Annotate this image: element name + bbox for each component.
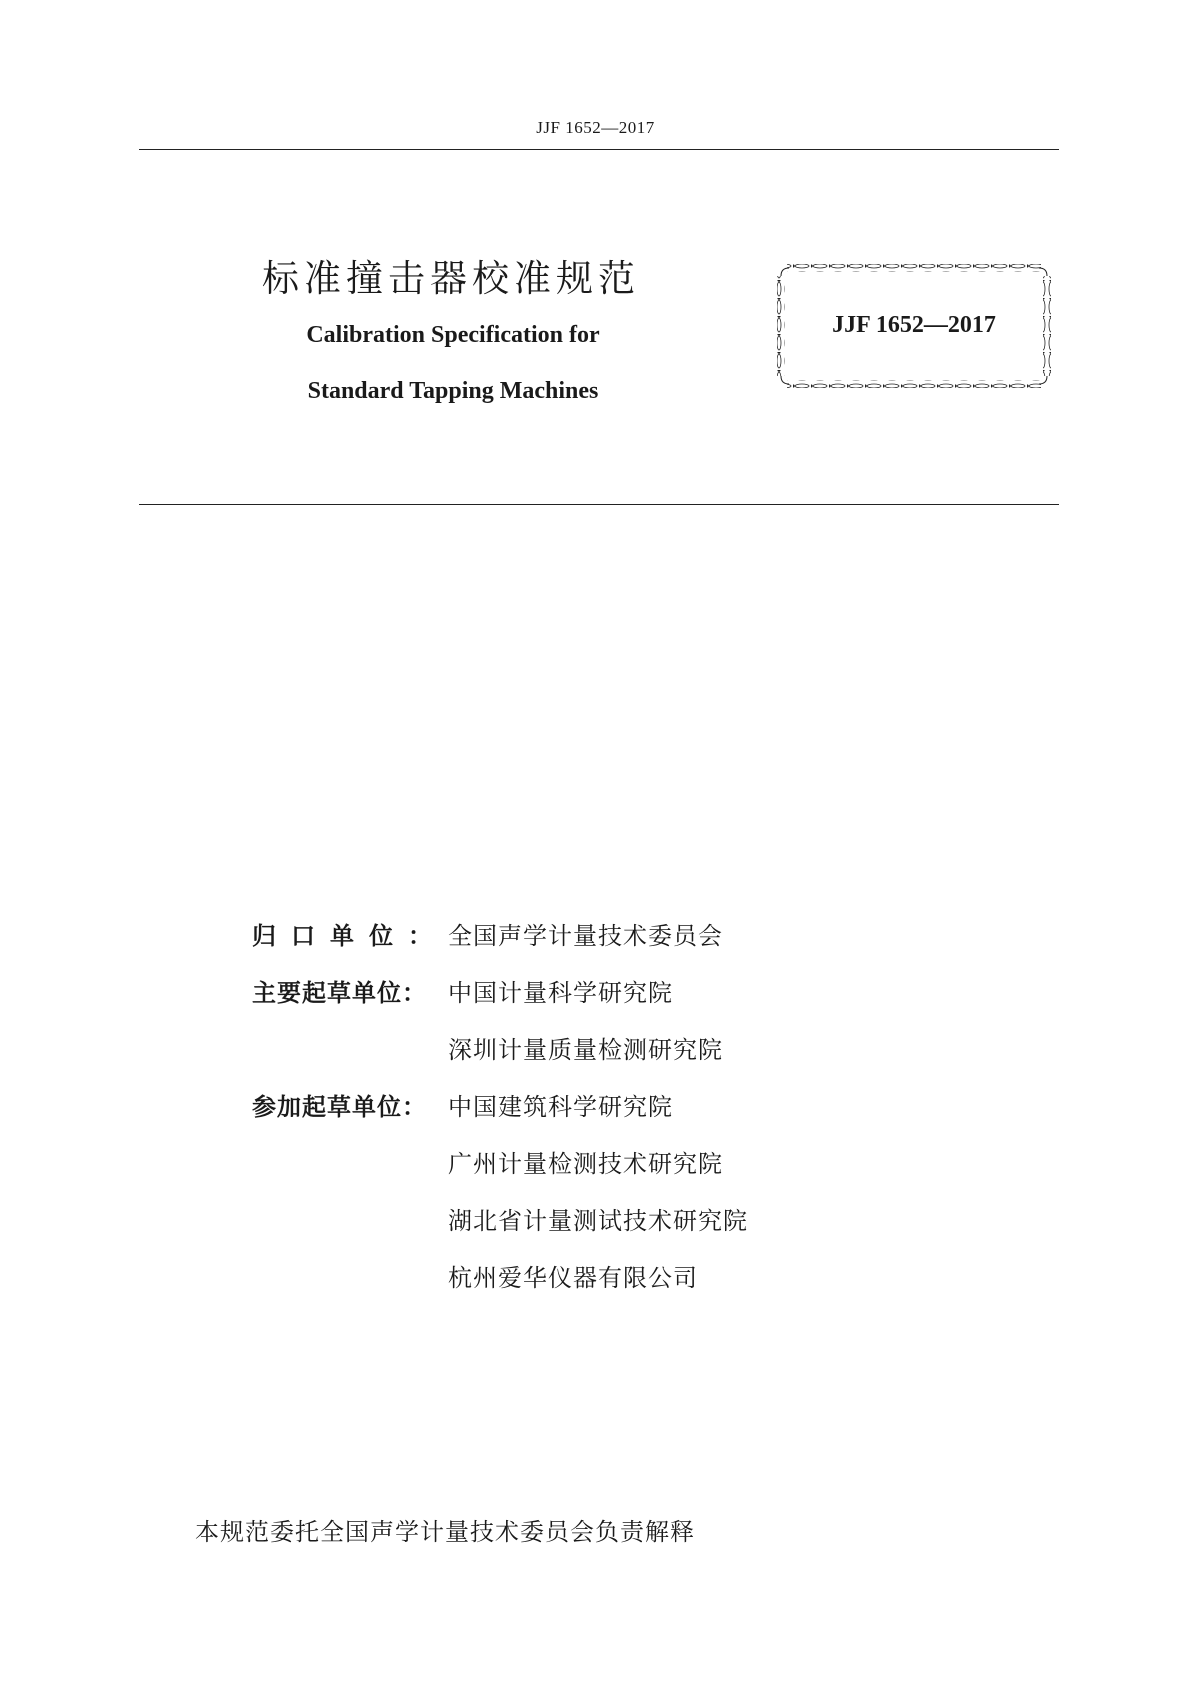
org-row-participating-cont-3 <box>252 1247 748 1304</box>
organizations-block <box>252 905 748 1304</box>
org-label-main-drafting: 主要起草单位： <box>252 979 427 1007</box>
org-value-participating-1: 中国建筑科学研究院 <box>448 1093 673 1121</box>
org-value-main-drafting-1: 中国计量科学研究院 <box>448 979 673 1007</box>
org-row-main-drafting <box>252 962 748 1019</box>
title-chinese: 标准撞击器校准规范 <box>262 257 640 300</box>
org-value-participating-4: 杭州爱华仪器有限公司 <box>448 1264 698 1292</box>
footer-note: 本规范委托全国声学计量技术委员会负责解释 <box>195 1518 695 1546</box>
bottom-rule <box>139 504 1059 505</box>
code-box <box>775 262 1053 390</box>
org-value-participating-2: 广州计量检测技术研究院 <box>448 1150 723 1178</box>
org-value-participating-3: 湖北省计量测试技术研究院 <box>448 1207 748 1235</box>
top-rule <box>139 149 1059 150</box>
org-row-main-drafting-cont <box>252 1019 748 1076</box>
org-row-participating-cont-2 <box>252 1190 748 1247</box>
title-english-line-2: Standard Tapping Machines <box>307 378 599 404</box>
org-label-participating: 参加起草单位： <box>252 1093 427 1121</box>
org-row-responsible <box>252 905 748 962</box>
code-box-text: JJF 1652—2017 <box>832 312 996 338</box>
org-value-main-drafting-2: 深圳计量质量检测研究院 <box>448 1036 723 1064</box>
org-label-responsible: 归口单位： <box>252 922 447 950</box>
org-value-responsible: 全国声学计量技术委员会 <box>448 922 723 950</box>
running-header: JJF 1652—2017 <box>536 118 655 137</box>
org-row-participating <box>252 1076 748 1133</box>
title-english-line-1: Calibration Specification for <box>306 322 600 348</box>
org-row-participating-cont-1 <box>252 1133 748 1190</box>
